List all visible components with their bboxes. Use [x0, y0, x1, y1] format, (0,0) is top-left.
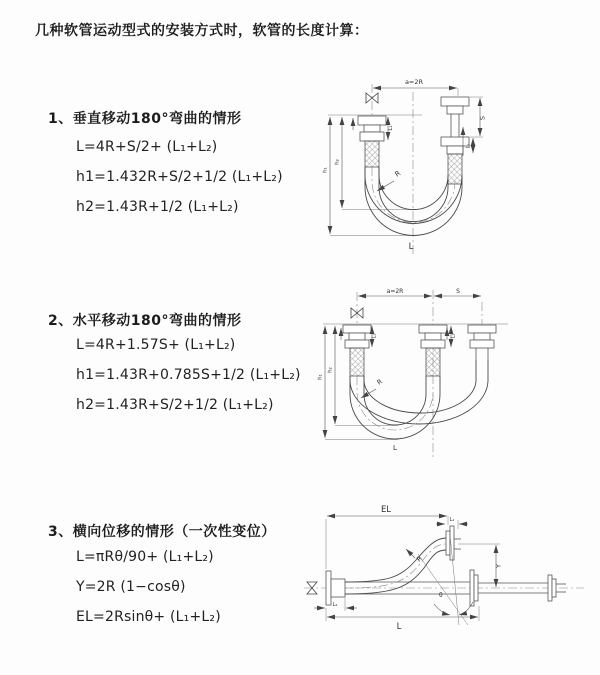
dimension-l1 — [388, 117, 394, 140]
formula-line: L=4R+1.57S+ (L₁+L₂) — [76, 337, 236, 353]
braid-section — [426, 348, 440, 376]
dim-label-r: R — [393, 169, 403, 179]
dim-label-l: L — [396, 622, 402, 632]
braid-section — [350, 348, 364, 376]
radius-callout — [377, 169, 402, 191]
dimension-l — [326, 606, 479, 632]
dim-label-l2: L₂ — [465, 143, 472, 149]
dim-label-h1: h₁ — [322, 167, 329, 173]
dim-label-y: Y — [494, 564, 503, 568]
upper-flange — [446, 526, 461, 560]
formula-line: L=4R+S/2+ (L₁+L₂) — [76, 139, 218, 155]
right-fitting — [441, 97, 469, 184]
formula-line: h2=1.43R+1/2 (L₁+L₂) — [76, 199, 239, 215]
left-fitting — [343, 325, 371, 376]
formula-line: L=πRθ/90+ (L₁+L₂) — [76, 549, 214, 565]
dim-label-s: S — [478, 115, 487, 121]
formula-line: h1=1.432R+S/2+1/2 (L₁+L₂) — [76, 169, 283, 185]
dim-label-r: R — [415, 554, 424, 564]
dim-label-a2r: a=2R — [386, 288, 404, 295]
dimension-y — [458, 544, 503, 587]
dim-label-h2: h₂ — [334, 159, 341, 165]
left-flange — [326, 571, 345, 605]
hose-u-bend — [365, 167, 462, 236]
braid-section — [365, 141, 379, 167]
middle-fitting — [419, 325, 447, 376]
formula-line: h2=1.43R+S/2+1/2 (L₁+L₂) — [76, 397, 274, 413]
diagram-vertical-180-bend — [310, 70, 600, 260]
dim-label-theta: θ — [439, 592, 443, 599]
dim-label-h1: h₁ — [317, 374, 324, 380]
formula-line: EL=2Rsinθ+ (L₁+L₂) — [76, 609, 221, 625]
dim-label-l1: L₁ — [449, 517, 455, 523]
formula-line: Y=2R (1−cosθ) — [76, 579, 186, 595]
centerlines — [372, 84, 413, 256]
dim-label-el: EL — [380, 505, 392, 515]
left-fitting — [358, 116, 386, 167]
dim-label-s: S — [456, 288, 460, 295]
section-2-heading: 2、水平移动180°弯曲的情形 — [48, 313, 242, 329]
hose-u-bends — [350, 360, 488, 439]
dim-label-l: L — [408, 242, 414, 252]
dim-label-l1: L₁ — [371, 333, 378, 339]
diagram-horizontal-180-bend — [310, 282, 600, 462]
dim-label-l1: L₁ — [388, 125, 394, 131]
dim-label-l2: L₂ — [332, 602, 338, 608]
dimension-l2 — [314, 598, 357, 611]
dimension-l2 — [451, 326, 457, 347]
dim-label-r: R — [375, 377, 384, 387]
formula-line: h1=1.43R+0.785S+1/2 (L₁+L₂) — [76, 367, 301, 383]
hose-s-curve — [345, 538, 446, 594]
section-1-heading: 1、垂直移动180°弯曲的情形 — [48, 111, 242, 127]
dimension-l1 — [372, 326, 378, 347]
braid-section — [448, 154, 462, 184]
dim-label-a2r: a=2R — [404, 78, 424, 86]
dimension-s — [470, 97, 487, 137]
radius-callout — [361, 377, 384, 398]
dimension-a2r — [358, 288, 432, 296]
dim-label-l: L — [393, 444, 397, 452]
right-fitting — [468, 325, 496, 360]
section-3-heading: 3、横向位移的情形（一次性变位） — [48, 524, 276, 540]
dimension-s — [434, 288, 481, 296]
page-title: 几种软管运动型式的安装方式时，软管的长度计算： — [35, 23, 369, 39]
dim-label-l2: L₂ — [450, 333, 457, 339]
dim-label-h2: h₂ — [327, 367, 334, 373]
centerlines — [357, 290, 482, 458]
dimension-a2r — [373, 78, 458, 96]
diagram-lateral-displacement — [298, 498, 598, 643]
